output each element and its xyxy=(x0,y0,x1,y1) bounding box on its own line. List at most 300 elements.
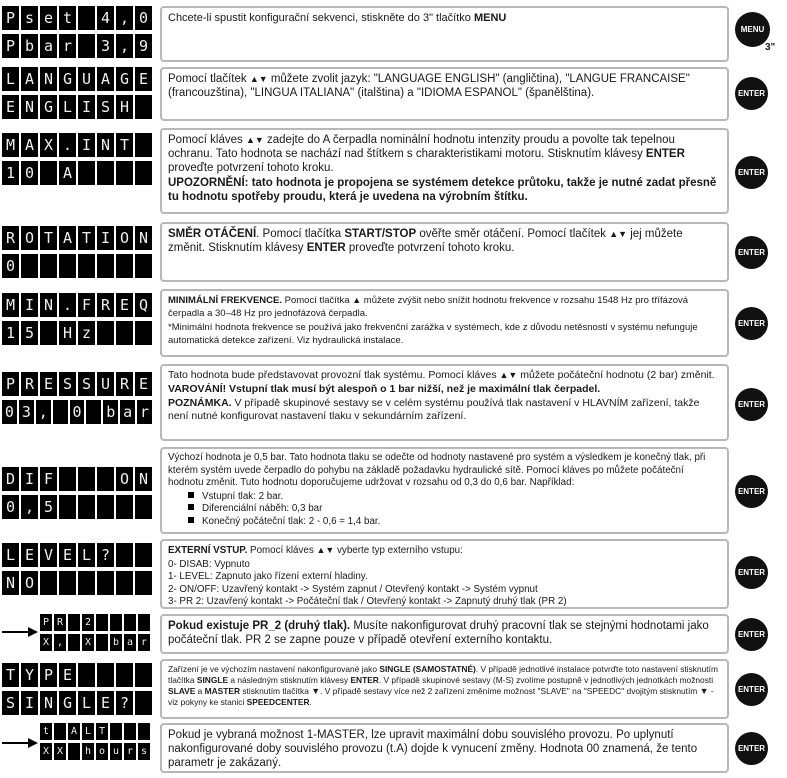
list-item xyxy=(168,491,721,504)
text-part: SPEEDCENTER xyxy=(246,697,310,707)
lcd-char xyxy=(78,161,95,185)
lcd-char xyxy=(53,400,68,424)
lcd-char: O xyxy=(21,571,38,595)
lcd-char: E xyxy=(97,691,114,715)
lcd-char: X xyxy=(40,133,57,157)
lcd-line xyxy=(2,467,152,491)
lcd-char: r xyxy=(124,743,136,760)
text-part: . Pomocí tlačítka xyxy=(256,228,345,240)
lcd-char: E xyxy=(135,67,152,91)
lcd-char xyxy=(78,6,95,30)
instruction-box xyxy=(160,6,729,62)
enter-button[interactable]: ENTER xyxy=(735,77,768,110)
lcd-char: P xyxy=(2,6,19,30)
lcd-char: t xyxy=(40,723,52,740)
lcd-char xyxy=(138,614,150,631)
text-part: a následným stisknutím klávesy xyxy=(228,675,351,685)
bullet-icon xyxy=(188,517,194,523)
lcd-char: N xyxy=(135,226,152,250)
lcd-char xyxy=(138,723,150,740)
lcd-char: R xyxy=(116,372,133,396)
text-part: Pomocí kláves xyxy=(247,545,317,556)
text-part: START/STOP xyxy=(344,228,417,240)
lcd-char: . xyxy=(59,133,76,157)
enter-button[interactable]: ENTER xyxy=(735,618,768,651)
text-part: . V případě sestavy více než 2 zařízení změníme možnost "SLAVE" na "SPEEDC" dvojitým stisknutím xyxy=(320,686,700,696)
lcd-char xyxy=(116,321,133,345)
text-part: ověřte směr otáčení. Pomocí tlačítek xyxy=(416,228,610,240)
lcd-line xyxy=(2,161,152,185)
lcd-display xyxy=(2,293,152,349)
list-item-text: 0- DISAB: Vypnuto xyxy=(168,558,250,570)
lcd-char xyxy=(116,495,133,519)
menu-keyword: MENU xyxy=(473,12,507,24)
text-part: a xyxy=(195,686,205,696)
lcd-char: r xyxy=(137,400,152,424)
text-part: - viz pokyny ke stanici xyxy=(168,686,714,707)
lcd-char xyxy=(135,543,152,567)
lcd-display xyxy=(2,226,152,282)
lcd-char: X xyxy=(40,634,52,651)
lcd-char xyxy=(59,254,76,278)
lcd-char: I xyxy=(97,226,114,250)
lcd-line xyxy=(2,226,152,250)
lcd-display xyxy=(40,614,150,654)
lcd-char: E xyxy=(59,543,76,567)
lcd-char: s xyxy=(138,743,150,760)
enter-button[interactable]: ENTER xyxy=(735,307,768,340)
hold-duration: 3" xyxy=(765,42,776,53)
lcd-char: G xyxy=(116,67,133,91)
lcd-char xyxy=(97,663,114,687)
text-part: MASTER xyxy=(204,686,240,696)
lcd-char: Q xyxy=(135,293,152,317)
text-part: V případě skupinové sestavy se v celém systému používá tlak nastavení v HLAVNÍM zařízení, takže není nutné konfigurovat nastavení tlaku v sekundárním zařízení. xyxy=(168,397,700,422)
lcd-char xyxy=(97,495,114,519)
lcd-char: S xyxy=(78,372,95,396)
lcd-char xyxy=(116,161,133,185)
option-list xyxy=(168,559,721,609)
lcd-char: h xyxy=(82,743,94,760)
text-part: EXTERNÍ VSTUP. xyxy=(168,545,248,556)
instruction-box xyxy=(160,289,729,357)
lcd-char: N xyxy=(40,293,57,317)
lcd-char: 4 xyxy=(97,6,114,30)
lcd-char: L xyxy=(59,95,76,119)
lcd-char: X xyxy=(54,743,66,760)
lcd-char: E xyxy=(21,543,38,567)
lcd-char: F xyxy=(78,293,95,317)
instruction-box xyxy=(160,614,729,654)
lcd-char: A xyxy=(59,226,76,250)
lcd-char: N xyxy=(135,467,152,491)
text-part: jej můžete změnit. Stisknutím klávesy xyxy=(168,228,683,254)
lcd-char: M xyxy=(2,133,19,157)
lcd-char: Y xyxy=(21,663,38,687)
lcd-char: o xyxy=(96,743,108,760)
lcd-char xyxy=(59,571,76,595)
lcd-line xyxy=(2,372,152,396)
lcd-char: a xyxy=(40,34,57,58)
instruction-box xyxy=(160,364,729,441)
lcd-char: E xyxy=(2,95,19,119)
lcd-line xyxy=(2,95,152,119)
lcd-char xyxy=(78,467,95,491)
lcd-char: L xyxy=(2,67,19,91)
enter-button[interactable]: ENTER xyxy=(735,475,768,508)
lcd-char xyxy=(135,133,152,157)
lcd-line xyxy=(40,634,150,651)
lcd-char xyxy=(40,161,57,185)
lcd-char: , xyxy=(54,634,66,651)
lcd-char: S xyxy=(2,691,19,715)
lcd-char: 1 xyxy=(2,161,19,185)
lcd-char: T xyxy=(78,226,95,250)
enter-button[interactable]: ENTER xyxy=(735,156,768,189)
list-item xyxy=(168,571,721,584)
arrow-right-icon xyxy=(2,736,38,750)
lcd-line xyxy=(2,571,152,595)
lcd-line xyxy=(2,543,152,567)
lcd-char xyxy=(59,467,76,491)
lcd-char: 0 xyxy=(70,400,85,424)
lcd-char xyxy=(97,161,114,185)
text-part: Pomocí tlačítka xyxy=(282,295,353,306)
lcd-char: ? xyxy=(116,691,133,715)
instruction-box xyxy=(160,67,729,121)
lcd-char xyxy=(97,321,114,345)
list-item xyxy=(168,559,721,572)
list-item xyxy=(168,584,721,597)
text-part: . V případě jednotlivé instalace potvrďte toto nastavení stisknutím tlačítka xyxy=(168,664,718,685)
lcd-char xyxy=(96,634,108,651)
lcd-char: G xyxy=(59,691,76,715)
lcd-char: N xyxy=(2,571,19,595)
lcd-char: R xyxy=(97,293,114,317)
lcd-display xyxy=(2,467,152,523)
lcd-char: E xyxy=(116,293,133,317)
up-arrow-icon: ▲ xyxy=(352,295,362,305)
list-item-text: Vstupní tlak: 2 bar. xyxy=(202,490,284,502)
lcd-char: I xyxy=(78,133,95,157)
lcd-char: r xyxy=(59,34,76,58)
list-item-text: Konečný počáteční tlak: 2 - 0,6 = 1,4 bar. xyxy=(202,515,381,527)
lcd-display xyxy=(2,543,152,599)
lcd-char: S xyxy=(59,372,76,396)
lcd-char xyxy=(135,254,152,278)
lcd-char xyxy=(97,254,114,278)
text-part: ENTER xyxy=(645,148,685,160)
up-down-arrows-icon: ▲▼ xyxy=(499,370,518,380)
lcd-char: L xyxy=(82,723,94,740)
lcd-char: O xyxy=(116,226,133,250)
lcd-char xyxy=(40,321,57,345)
lcd-char: R xyxy=(54,614,66,631)
lcd-char: N xyxy=(97,133,114,157)
lcd-char: 1 xyxy=(2,321,19,345)
instruction-box xyxy=(160,128,729,214)
lcd-char: T xyxy=(40,226,57,250)
lcd-char: H xyxy=(116,95,133,119)
lcd-char: U xyxy=(97,372,114,396)
lcd-line xyxy=(40,743,150,760)
lcd-char: A xyxy=(21,67,38,91)
lcd-char: ? xyxy=(97,543,114,567)
lcd-line xyxy=(2,67,152,91)
text-part: Pokud existuje PR_2 (druhý tlak). xyxy=(168,620,351,632)
lcd-char xyxy=(96,614,108,631)
lcd-char: 0 xyxy=(135,6,152,30)
enter-button[interactable]: ENTER xyxy=(735,556,768,589)
lcd-line xyxy=(2,254,152,278)
lcd-char: r xyxy=(138,634,150,651)
lcd-char xyxy=(78,254,95,278)
lcd-char: a xyxy=(120,400,135,424)
lcd-char: a xyxy=(124,634,136,651)
lcd-line xyxy=(40,723,150,740)
lcd-display xyxy=(2,663,152,719)
lcd-char xyxy=(97,467,114,491)
lcd-line xyxy=(40,614,150,631)
text-part: zadejte do A čerpadla nominální hodnotu intenzity proudu a povolte tak tepelnou ochranu. Tato hodnota se nachází nad štítkem s charakteristikami motoru. Stisknutím klávesy xyxy=(168,134,675,160)
note-text: *Minimální hodnota frekvence se používá jako frekvenční zarážka v systémech, kde z důvodu netěsností v systému nefunguje automatická detekce zařízení. Viz hydraulická instalace. xyxy=(168,322,698,346)
list-item xyxy=(168,516,721,529)
lcd-char xyxy=(135,161,152,185)
lcd-char: 2 xyxy=(82,614,94,631)
lcd-char: P xyxy=(2,34,19,58)
lcd-char: H xyxy=(59,321,76,345)
lcd-char xyxy=(21,254,38,278)
lcd-display xyxy=(2,67,152,123)
lcd-char xyxy=(116,663,133,687)
list-item-text: Diferenciální náběh: 0,3 bar xyxy=(202,503,323,514)
lcd-char: , xyxy=(36,400,51,424)
lcd-char xyxy=(135,321,152,345)
lcd-char xyxy=(116,254,133,278)
lcd-char xyxy=(78,571,95,595)
lcd-char xyxy=(40,571,57,595)
bullet-icon xyxy=(188,492,194,498)
lcd-char: T xyxy=(96,723,108,740)
lcd-char: N xyxy=(40,691,57,715)
lcd-char: R xyxy=(2,226,19,250)
lcd-char xyxy=(86,400,101,424)
up-down-arrows-icon: ▲▼ xyxy=(249,74,268,84)
lcd-char: E xyxy=(40,372,57,396)
text-part: můžete počáteční hodnotu (2 bar) změnit. xyxy=(517,369,715,381)
text-part: můžete zvolit jazyk: "LANGUAGE ENGLISH" (angličtina), "LANGUE FRANCAISE" (francouzština), "LINGUA ITALIANA" (italština) a "IDIOMA ESPANOL" (španělština). xyxy=(168,73,690,99)
lcd-char: u xyxy=(110,743,122,760)
down-arrow-icon: ▼ xyxy=(311,686,321,696)
list-item-text: 3- PR 2: Uzavřený kontakt -> Počáteční tlak / Otevřený kontakt -> Zapnutý druhý tlak (PR 2) xyxy=(168,596,567,607)
lcd-char: E xyxy=(135,372,152,396)
lcd-char: P xyxy=(2,372,19,396)
enter-button[interactable]: ENTER xyxy=(735,236,768,269)
lcd-char: 5 xyxy=(21,321,38,345)
lcd-char: O xyxy=(21,226,38,250)
lcd-char: . xyxy=(59,293,76,317)
text-part: . V případě skupinové sestavy (M-S) zvolíme postupně v jednotlivých jednotkách možnosti xyxy=(378,675,714,685)
instruction-box xyxy=(160,539,729,609)
lcd-char: R xyxy=(21,372,38,396)
text-part: stisknutím tlačítka xyxy=(240,686,312,696)
lcd-char: X xyxy=(82,634,94,651)
menu-button[interactable]: MENU xyxy=(735,12,770,47)
lcd-char: z xyxy=(78,321,95,345)
lcd-char xyxy=(78,663,95,687)
lcd-char: E xyxy=(59,663,76,687)
lcd-char xyxy=(110,723,122,740)
text-part: proveďte potvrzení tohoto kroku. xyxy=(345,242,515,254)
lcd-char: b xyxy=(103,400,118,424)
list-item xyxy=(168,596,721,609)
text-part: SLAVE xyxy=(168,686,196,696)
lcd-char xyxy=(124,614,136,631)
lcd-char xyxy=(78,34,95,58)
text-part: ENTER xyxy=(306,242,346,254)
lcd-line xyxy=(2,663,152,687)
lcd-char: 0 xyxy=(2,495,19,519)
text-part: Pomocí tlačítek xyxy=(168,73,250,85)
instruction-text: Pokud je vybraná možnost 1-MASTER, lze upravit maximální dobu souvislého provozu. Po uplynutí nakonfigurované doby souvislého provozu (t.A) dojde k vynucení změny. Hodnota 00 znamená, že tento parametr je zakázaný. xyxy=(168,729,698,769)
down-arrow-icon: ▼ xyxy=(699,686,709,696)
lcd-char: A xyxy=(97,67,114,91)
instruction-box xyxy=(160,659,729,719)
text-part: POZNÁMKA. xyxy=(168,397,232,409)
lcd-char: O xyxy=(116,467,133,491)
lcd-char xyxy=(54,723,66,740)
instruction-box xyxy=(160,447,729,534)
text-part: proveďte potvrzení tohoto kroku. xyxy=(168,162,334,174)
up-down-arrows-icon: ▲▼ xyxy=(609,229,628,239)
lcd-char: T xyxy=(2,663,19,687)
lcd-char: N xyxy=(40,67,57,91)
lcd-char xyxy=(59,495,76,519)
lcd-char: N xyxy=(21,95,38,119)
lcd-char: A xyxy=(68,723,80,740)
lcd-char xyxy=(135,495,152,519)
lcd-line xyxy=(2,691,152,715)
lcd-char xyxy=(135,95,152,119)
lcd-char: b xyxy=(21,34,38,58)
example-list xyxy=(168,491,721,529)
lcd-char xyxy=(135,571,152,595)
instruction-text: Výchozí hodnota je 0,5 bar. Tato hodnota tlaku se odečte od hodnoty nastavené pro systém a výsledkem je konečný tlak, při kterém systém uvede čerpadlo do pohybu na základě požadavku hydraulické sítě. Pomocí kláves po můžete počáteční hodnotu změnit. Tuto hodnotu doporučujeme udržovat v rozsahu od 0,3 do 0,6 bar. Například: xyxy=(168,452,706,488)
text-part: . xyxy=(309,697,312,707)
lcd-char: 0 xyxy=(21,161,38,185)
up-down-arrows-icon: ▲▼ xyxy=(245,135,264,145)
warning-text: UPOZORNĚNÍ: tato hodnota je propojena se systémem detekce průtoku, takže je nutné zadat přesně tu hodnotu spotřeby proudu, která je uvedena na výrobním štítku. xyxy=(168,177,717,203)
text-part: ENTER xyxy=(350,675,379,685)
lcd-display xyxy=(40,723,150,763)
lcd-char: , xyxy=(116,6,133,30)
lcd-char: X xyxy=(40,743,52,760)
lcd-display xyxy=(2,133,152,189)
text-part: Zařízení je ve výchozím nastavení nakonfigurované jako xyxy=(168,664,380,674)
instruction-box xyxy=(160,723,729,773)
lcd-char: t xyxy=(59,6,76,30)
lcd-char: F xyxy=(40,467,57,491)
lcd-char: P xyxy=(40,614,52,631)
lcd-char: G xyxy=(59,67,76,91)
list-item-text: 2- ON/OFF: Uzavřený kontakt -> Systém zapnut / Otevřený kontakt -> Systém vypnut xyxy=(168,583,538,595)
lcd-char: L xyxy=(78,543,95,567)
lcd-char: , xyxy=(116,34,133,58)
lcd-char xyxy=(116,571,133,595)
enter-button[interactable]: ENTER xyxy=(735,673,768,706)
lcd-char xyxy=(124,723,136,740)
warning-text: VAROVÁNÍ! Vstupní tlak musí být alespoň o 1 bar nižší, než je maximální tlak čerpadel. xyxy=(168,383,601,395)
lcd-line xyxy=(2,34,152,58)
lcd-char: V xyxy=(40,543,57,567)
text-part: Musíte nakonfigurovat druhý pracovní tlak se stejnými hodnotami jako počáteční tlak. PR 2 se zapne pouze v případě otevření externího kontaktu. xyxy=(168,620,709,646)
lcd-char: L xyxy=(2,543,19,567)
lcd-char: D xyxy=(2,467,19,491)
lcd-char xyxy=(68,743,80,760)
enter-button[interactable]: ENTER xyxy=(735,388,768,421)
lcd-char xyxy=(68,614,80,631)
lcd-line xyxy=(2,495,152,519)
text-part: SMĚR OTÁČENÍ xyxy=(168,228,257,240)
lcd-char: A xyxy=(21,133,38,157)
text-part: Tato hodnota bude představovat provozní tlak systému. Pomocí kláves xyxy=(168,369,500,381)
lcd-char xyxy=(97,571,114,595)
text-part: MINIMÁLNÍ FREKVENCE. xyxy=(168,295,282,306)
lcd-char: T xyxy=(116,133,133,157)
lcd-line xyxy=(2,133,152,157)
text-part: SINGLE (SAMOSTATNÉ) xyxy=(379,664,476,674)
lcd-char: 0 xyxy=(2,254,19,278)
lcd-char: G xyxy=(40,95,57,119)
lcd-char: A xyxy=(59,161,76,185)
lcd-char: 0 xyxy=(2,400,17,424)
instruction-box xyxy=(160,222,729,282)
lcd-char xyxy=(78,495,95,519)
instruction-text: Chcete-li spustit konfigurační sekvenci, stiskněte do 3" tlačítko xyxy=(168,12,474,24)
lcd-char: 3 xyxy=(97,34,114,58)
lcd-line xyxy=(2,293,152,317)
lcd-char: S xyxy=(97,95,114,119)
list-item-text: 1- LEVEL: Zapnuto jako řízení externí hladiny. xyxy=(168,571,368,582)
lcd-line xyxy=(2,6,152,30)
up-down-arrows-icon: ▲▼ xyxy=(316,545,335,555)
lcd-char xyxy=(116,543,133,567)
lcd-line xyxy=(2,400,152,424)
text-part: vyberte typ externího vstupu: xyxy=(334,545,463,556)
lcd-display xyxy=(2,372,152,428)
arrow-right-icon xyxy=(2,625,38,639)
lcd-char xyxy=(135,691,152,715)
text-part: SINGLE xyxy=(196,675,229,685)
lcd-char: s xyxy=(21,6,38,30)
lcd-char xyxy=(68,634,80,651)
lcd-char: 5 xyxy=(40,495,57,519)
lcd-char: , xyxy=(21,495,38,519)
lcd-char: P xyxy=(40,663,57,687)
enter-button[interactable]: ENTER xyxy=(735,732,768,765)
list-item xyxy=(168,503,721,516)
lcd-char: I xyxy=(21,467,38,491)
lcd-char: I xyxy=(21,691,38,715)
text-part: Pomocí kláves xyxy=(168,134,246,146)
lcd-char: I xyxy=(21,293,38,317)
lcd-line xyxy=(2,321,152,345)
lcd-char: b xyxy=(110,634,122,651)
lcd-char: I xyxy=(78,95,95,119)
lcd-char: 3 xyxy=(19,400,34,424)
lcd-char xyxy=(40,254,57,278)
text-part: můžete zvýšit nebo snížit hodnotu frekvence v rozsahu 1548 Hz pro třífázová čerpadla a 30–48 Hz pro jednofázová čerpadla. xyxy=(168,295,689,319)
